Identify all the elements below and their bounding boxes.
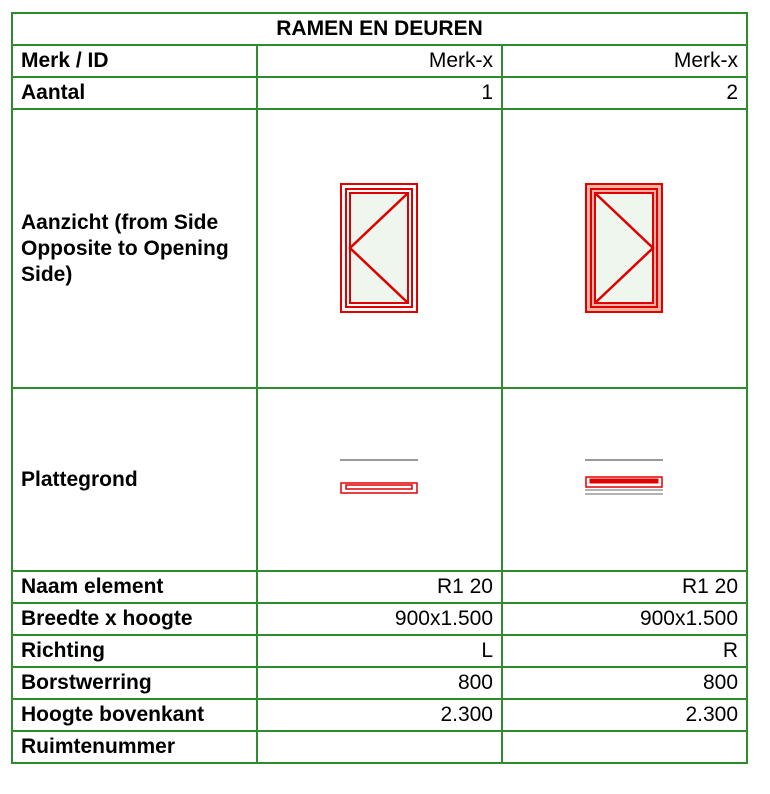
cell-richting-2: R: [502, 635, 747, 667]
cell-naam-1: R1 20: [257, 571, 502, 603]
row-naam: [12, 571, 747, 603]
row-merk: [12, 45, 747, 77]
row-label-hoogte: Hoogte bovenkant: [12, 699, 257, 731]
cell-breedte-1: 900x1.500: [257, 603, 502, 635]
row-label-naam: Naam element: [12, 571, 257, 603]
row-label-plattegrond: Plattegrond: [12, 388, 257, 571]
row-ruimtenummer: [12, 731, 747, 763]
cell-merk-1: Merk-x: [257, 45, 502, 77]
row-label-aantal: Aantal: [12, 77, 257, 109]
row-hoogte: [12, 699, 747, 731]
row-label-aanzicht: Aanzicht (from Side Opposite to Opening Side): [12, 109, 257, 388]
row-label-borstwerring: Borstwerring: [12, 667, 257, 699]
row-label-ruimtenummer: Ruimtenummer: [12, 731, 257, 763]
row-borstwerring: [12, 667, 747, 699]
cell-aanzicht-1: [257, 109, 502, 388]
row-aantal: [12, 77, 747, 109]
window-plan-left-drawing: [340, 458, 420, 502]
cell-plattegrond-1: [257, 388, 502, 571]
row-breedte: [12, 603, 747, 635]
row-label-merk: Merk / ID: [12, 45, 257, 77]
cell-aantal-2: 2: [502, 77, 747, 109]
window-elevation-right-drawing: [585, 183, 665, 315]
cell-aanzicht-2: [502, 109, 747, 388]
cell-hoogte-1: 2.300: [257, 699, 502, 731]
schedule-title: RAMEN EN DEUREN: [12, 13, 747, 45]
cell-borstwerring-2: 800: [502, 667, 747, 699]
row-aanzicht: [12, 109, 747, 388]
cell-richting-1: L: [257, 635, 502, 667]
cell-plattegrond-2: [502, 388, 747, 571]
row-plattegrond: [12, 388, 747, 571]
row-label-richting: Richting: [12, 635, 257, 667]
cell-aantal-1: 1: [257, 77, 502, 109]
row-label-breedte: Breedte x hoogte: [12, 603, 257, 635]
window-door-schedule: [11, 12, 748, 764]
cell-ruimtenummer-1: [257, 731, 502, 763]
window-plan-right-drawing: [585, 458, 665, 502]
cell-breedte-2: 900x1.500: [502, 603, 747, 635]
cell-hoogte-2: 2.300: [502, 699, 747, 731]
cell-merk-2: Merk-x: [502, 45, 747, 77]
window-elevation-left-drawing: [340, 183, 420, 315]
cell-naam-2: R1 20: [502, 571, 747, 603]
cell-borstwerring-1: 800: [257, 667, 502, 699]
row-richting: [12, 635, 747, 667]
cell-ruimtenummer-2: [502, 731, 747, 763]
